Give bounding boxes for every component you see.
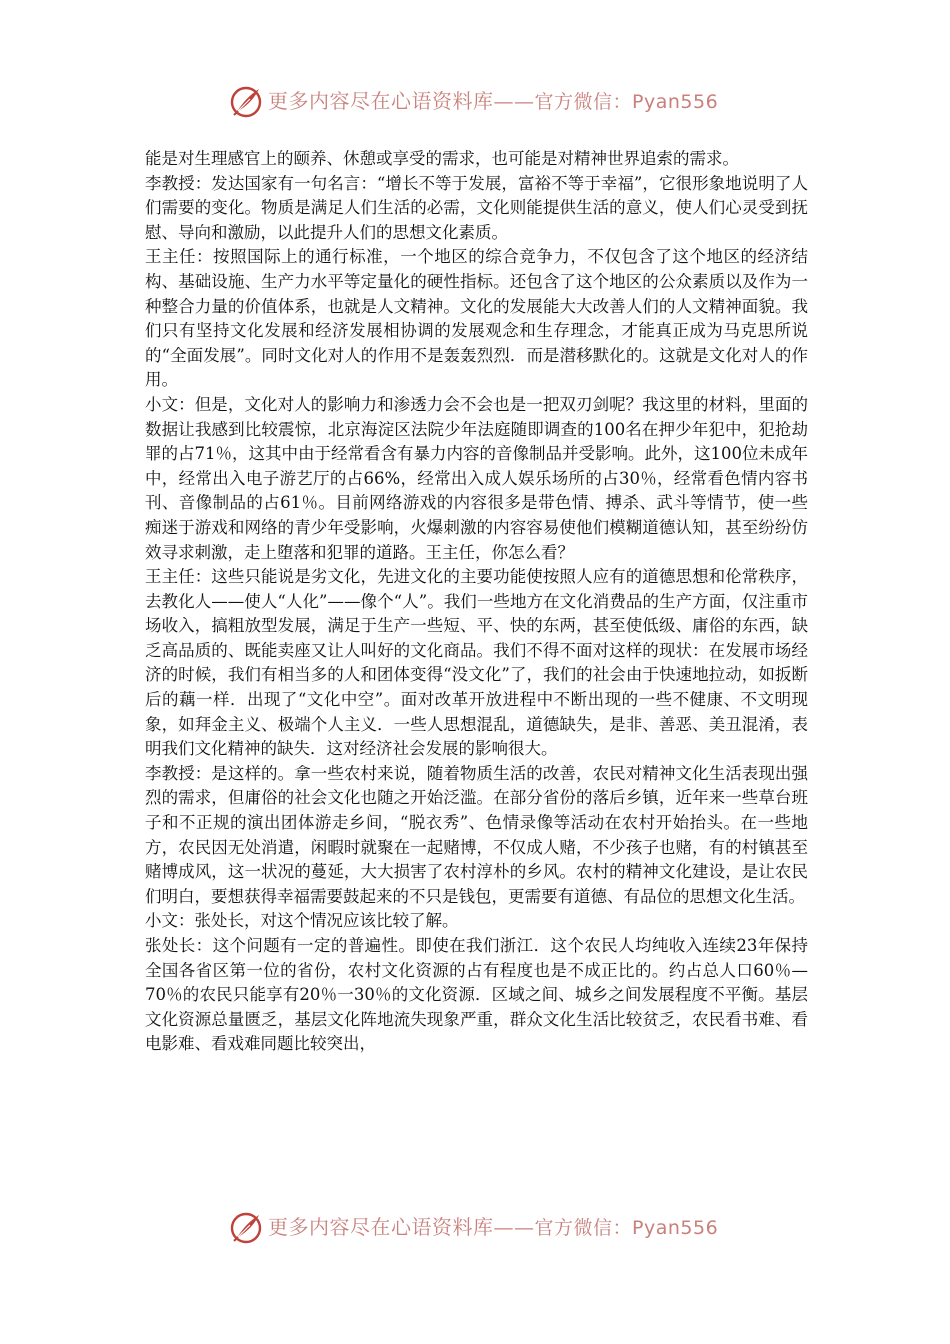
header-banner-text: 更多内容尽在心语资料库——官方微信：Pyan556: [268, 89, 719, 113]
paragraph: 李教授：是这样的。拿一些农村来说，随着物质生活的改善，农民对精神文化生活表现出强烈的需求，但庸俗的社会文化也随之开始泛滥。在部分省份的落后乡镇，近年来一些草台班子和不正规的演出团体游走乡间，“脱衣秀”、色情录像等活动在农村开始抬头。在一些地方，农民因无处消遣，闲暇时就聚在一起赌博，不仅成人赌，不少孩子也赌，有的村镇甚至赌博成风，这一状况的蔓延，大大损害了农村淳朴的乡风。农村的精神文化建设，是让农民们明白，要想获得幸福需要鼓起来的不只是钱包，更需要有道德、有品位的思想文化生活。: [145, 763, 808, 906]
footer-banner-text: 更多内容尽在心语资料库——官方微信：Pyan556: [268, 1215, 719, 1239]
header-wechat-id: 官方微信：Pyan556: [534, 91, 719, 113]
footer-wechat-id: 官方微信：Pyan556: [534, 1217, 719, 1239]
paragraph: 王主任：这些只能说是劣文化，先进文化的主要功能使按照人应有的道德思想和伦常秩序，去教化人——使人“人化”——像个“人”。我们一些地方在文化消费品的生产方面，仅注重市场收入，搞粗放型发展，满足于生产一些短、平、快的东两，甚至使低级、庸俗的东西，缺乏高品质的、既能卖座又让人叫好的文化商品。我们不得不面对这样的现状：在发展市场经济的时候，我们有相当多的人和团体变得“没文化”了，我们的社会由于快速地拉动，如扳断后的藕一样．出现了“文化中空”。面对改革开放进程中不断出现的一些不健康、不文明现象，如拜金主义、极端个人主义．一些人思想混乱，道德缺失，是非、善恶、美丑混淆，表明我们文化精神的缺失．这对经济社会发展的影响很大。: [145, 567, 808, 759]
footer-banner: [0, 1208, 950, 1248]
paragraph: 李教授：发达国家有一句名言：“增长不等于发展，富裕不等于幸福”，它很形象地说明了人们需要的变化。物质是满足人们生活的必需，文化则能提供生活的意义，使人们心灵受到抚慰、导向和激励，以此提升人们的思想文化素质。: [145, 173, 808, 242]
feather-pen-logo-icon: [228, 84, 264, 120]
paragraph: 张处长：这个问题有一定的普遍性。即使在我们浙江．这个农民人均纯收入连续23年保持全国各省区第一位的省份，农村文化资源的占有程度也是不成正比的。约占总人口60％—70％的农民只能享有20％一30％的文化资源．区域之间、城乡之间发展程度不平衡。基层文化资源总量匮乏，基层文化阵地流失现象严重，群众文化生活比较贫乏，农民看书难、看电影难、看戏难同题比较突出，: [145, 936, 808, 1054]
header-banner: [0, 82, 950, 122]
paragraph: 小文：张处长，对这个情况应该比较了解。: [145, 911, 459, 931]
paragraph: 小文：但是，文化对人的影响力和渗透力会不会也是一把双刃剑呢？我这里的材料，里面的数据让我感到比较震惊，北京海淀区法院少年法庭随即调查的100名在押少年犯中，犯抢劫罪的占71％，这其中由于经常看含有暴力内容的音像制品并受影响。此外，这100位未成年中，经常出入电子游艺厅的占66%，经常出入成人娱乐场所的占30％，经常看色情内容书刊、音像制品的占61％。目前网络游戏的内容很多是带色情、搏杀、武斗等情节，使一些痴迷于游戏和网络的青少年受影响，火爆刺激的内容容易使他们模糊道德认知，甚至纷纷仿效寻求刺激，走上堕落和犯罪的道路。王主任，你怎么看？: [145, 394, 808, 562]
paragraph: 王主任：按照国际上的通行标准，一个地区的综合竞争力，不仅包含了这个地区的经济结构、基础设施、生产力水平等定量化的硬性指标。还包含了这个地区的公众素质以及作为一种整合力量的价值体系，也就是人文精神。文化的发展能大大改善人们的人文精神面貌。我们只有坚持文化发展和经济发展相协调的发展观念和生存理念，才能真正成为马克思所说的“全面发展”。同时文化对人的作用不是轰轰烈烈．而是潜移默化的。这就是文化对人的作用。: [145, 247, 808, 390]
feather-pen-logo-icon: [228, 1210, 264, 1246]
paragraph: 能是对生理感官上的颐养、休憩或享受的需求，也可能是对精神世界追索的需求。: [145, 149, 739, 168]
document-body: [145, 147, 808, 1057]
